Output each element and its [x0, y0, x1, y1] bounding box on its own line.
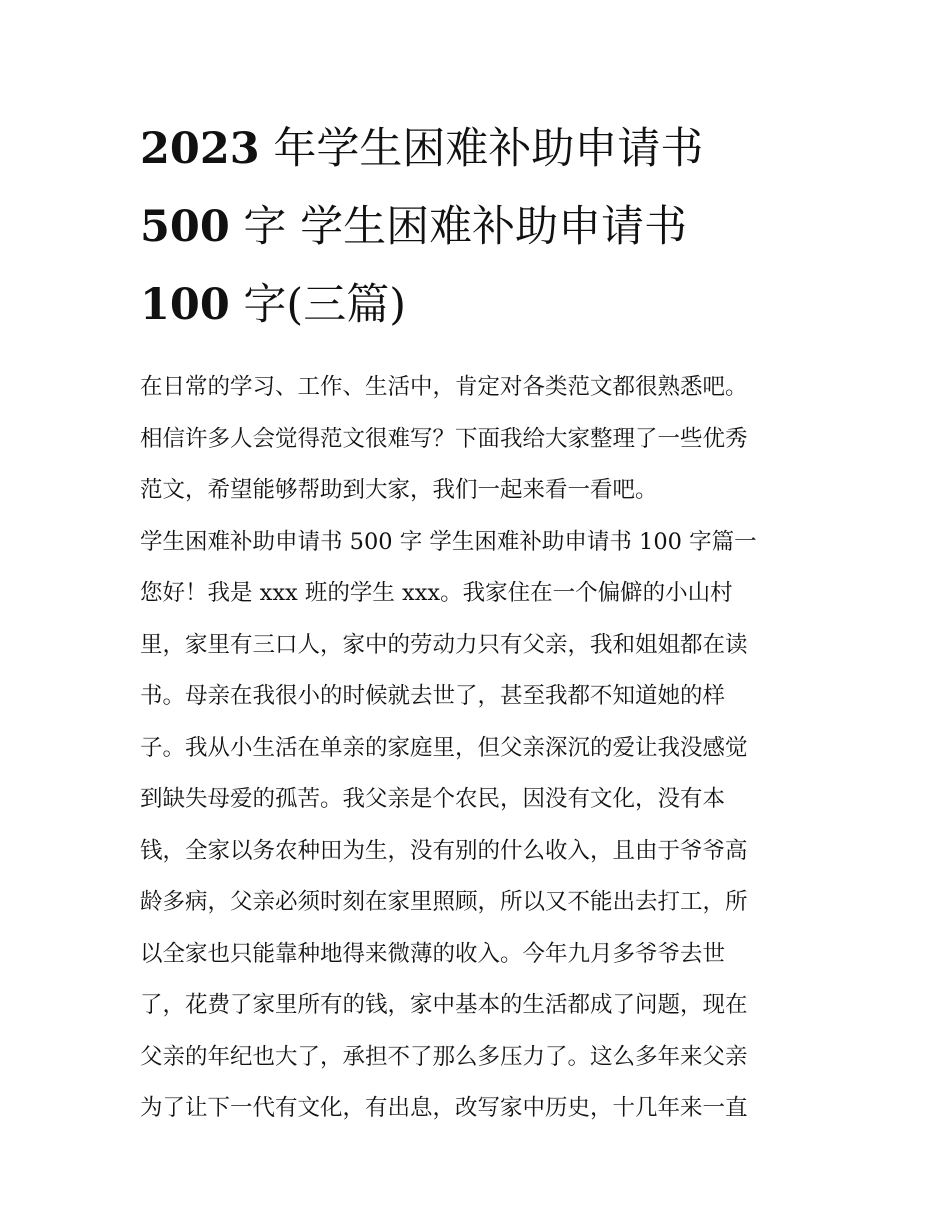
body-line: 了，花费了家里所有的钱，家中基本的生活都成了问题，现在	[140, 992, 748, 1018]
body-line: 钱，全家以务农种田为生，没有别的什么收入，且由于爷爷高	[140, 837, 748, 864]
title-text: 年学生困难补助申请书	[259, 124, 704, 174]
document-content	[140, 110, 820, 1135]
body-line: 相信许多人会觉得范文很难写？下面我给大家整理了一些优秀	[140, 425, 748, 452]
title-line	[140, 110, 820, 188]
body-line: 书。母亲在我很小的时候就去世了，甚至我都不知道她的样	[140, 683, 726, 709]
body-line: 在日常的学习、工作、生活中，肯定对各类范文都很熟悉吧。	[140, 374, 748, 400]
title-number: 2023	[140, 124, 260, 174]
title-line	[140, 188, 820, 266]
body-line: 到缺失母爱的孤苦。我父亲是个农民，因没有文化，没有本	[140, 786, 726, 812]
body-line: 父亲的年纪也大了，承担不了那么多压力了。这么多年来父亲	[140, 1043, 748, 1070]
body-line: 子。我从小生活在单亲的家庭里，但父亲深沉的爱让我没感觉	[140, 734, 748, 761]
body-line: 以全家也只能靠种地得来微薄的收入。今年九月多爷爷去世	[140, 940, 726, 967]
body-line: 范文，希望能够帮助到大家，我们一起来看一看吧。	[140, 477, 658, 503]
body-line: 龄多病，父亲必须时刻在家里照顾，所以又不能出去打工，所	[140, 889, 748, 915]
body-line: 为了让下一代有文化，有出息，改写家中历史，十几年来一直	[140, 1095, 748, 1121]
title-text: 字(三篇)	[229, 280, 406, 330]
section-heading: 学生困难补助申请书 500 字 学生困难补助申请书 100 字篇一	[140, 528, 757, 555]
title-number: 500	[140, 202, 230, 252]
document-body	[140, 362, 820, 1135]
title-line	[140, 266, 820, 344]
body-line: 里，家里有三口人，家中的劳动力只有父亲，我和姐姐都在读	[140, 631, 748, 658]
title-text: 字 学生困难补助申请书	[229, 202, 688, 252]
document-title	[140, 110, 820, 344]
title-number: 100	[140, 280, 230, 330]
body-line: 您好！我是 xxx 班的学生 xxx。我家住在一个偏僻的小山村	[140, 580, 733, 606]
